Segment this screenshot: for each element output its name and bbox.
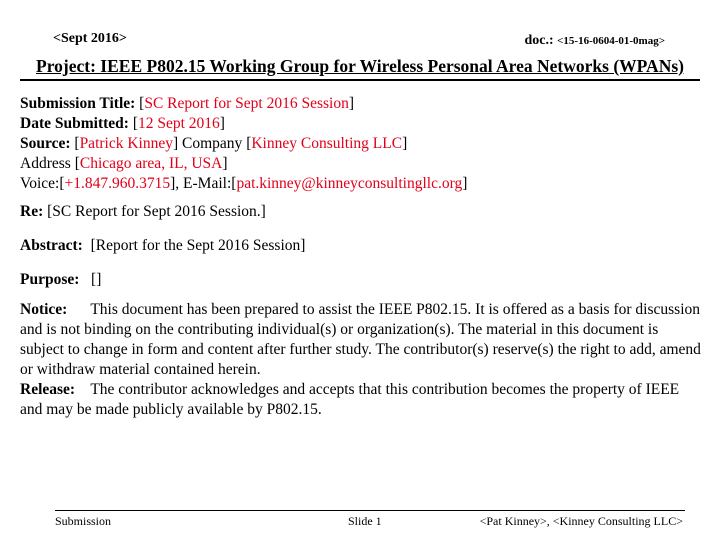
date-submitted-label: Date Submitted: <box>20 115 129 132</box>
footer-divider <box>55 510 685 511</box>
source-name: Patrick Kinney <box>79 135 173 152</box>
release-label: Release: <box>20 381 76 398</box>
re-line <box>20 202 702 222</box>
submission-title-label: Submission Title: <box>20 95 136 112</box>
source-line: Source: [Patrick Kinney] Company [Kinney Consulting LLC] <box>20 135 408 152</box>
submission-title-line: Submission Title: [SC Report for Sept 2016 Session] <box>20 95 355 112</box>
abstract-value: [Report for the Sept 2016 Session] <box>90 237 306 254</box>
document-body <box>20 94 702 420</box>
email-value: pat.kinney@kinneyconsultingllc.org <box>236 175 463 192</box>
release-paragraph <box>20 380 702 420</box>
email-label: E-Mail: <box>183 175 232 192</box>
voice-label: Voice: <box>20 175 60 192</box>
notice-label: Notice: <box>20 301 68 318</box>
re-label: Re: <box>20 203 44 220</box>
header-date: <Sept 2016> <box>53 31 127 46</box>
contact-line: Voice:[+1.847.960.3715], E-Mail:[pat.kinney@kinneyconsultingllc.org] <box>20 175 468 192</box>
voice-value: +1.847.960.3715 <box>64 175 171 192</box>
company-label: Company <box>182 135 243 152</box>
address-line: Address [Chicago area, IL, USA] <box>20 155 228 172</box>
footer-slide-number: Slide 1 <box>348 514 382 528</box>
notice-text: This document has been prepared to assist the IEEE P802.15. It is offered as a basis for discussion and is not binding on the contributing individual(s) or organization(s). The material in this document is subject to change in form and content after further study. The contributor(s) reserve(s) the right to add, amend or withdraw material contained herein. <box>20 301 701 378</box>
footer-author: <Pat Kinney>, <Kinney Consulting LLC> <box>479 514 683 528</box>
doc-label: doc.: <box>524 33 558 48</box>
submission-title-value: SC Report for Sept 2016 Session <box>144 95 349 112</box>
abstract-line <box>20 236 702 256</box>
re-value: [SC Report for Sept 2016 Session.] <box>47 203 266 220</box>
page-title: Project: IEEE P802.15 Working Group for Wireless Personal Area Networks (WPANs) <box>36 56 684 76</box>
notice-paragraph <box>20 300 702 380</box>
header-doc-id <box>524 33 665 49</box>
purpose-label: Purpose: <box>20 271 80 288</box>
company-value: Kinney Consulting LLC <box>251 135 403 152</box>
date-submitted-value: 12 Sept 2016 <box>137 115 220 132</box>
release-text: The contributor acknowledges and accepts that this contribution becomes the property of IEEE and may be made publicly available by P802.15. <box>20 381 680 418</box>
doc-number: <15-16-0604-01-0mag> <box>557 35 665 47</box>
purpose-line <box>20 270 702 290</box>
purpose-value: [] <box>91 271 102 288</box>
date-submitted-line: Date Submitted: [12 Sept 2016] <box>20 115 225 132</box>
source-label: Source: <box>20 135 71 152</box>
abstract-label: Abstract: <box>20 237 83 254</box>
footer-submission: Submission <box>55 514 112 528</box>
address-value: Chicago area, IL, USA <box>79 155 223 172</box>
title-divider <box>20 79 700 81</box>
address-label: Address <box>20 155 71 172</box>
